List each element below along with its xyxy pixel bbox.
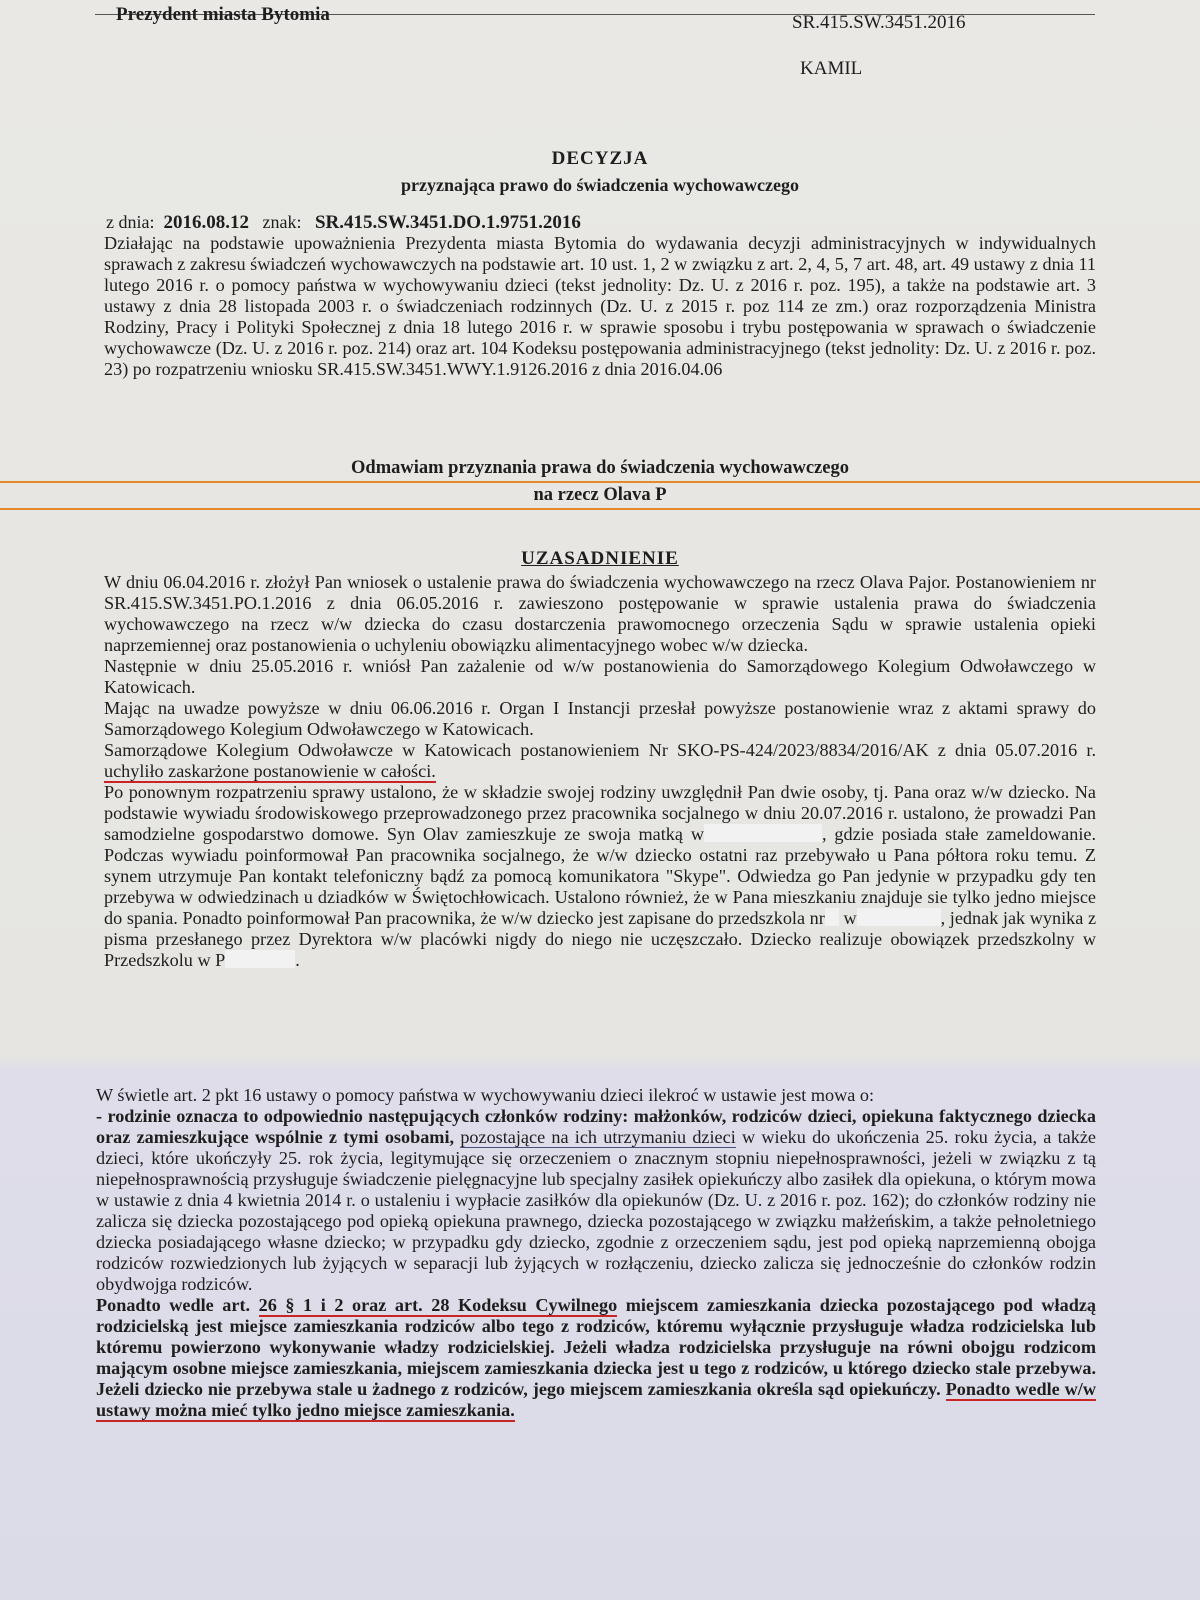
justification-paragraph-5 xyxy=(104,782,1096,971)
issuer-name: Prezydent miasta Bytomia xyxy=(116,4,330,25)
family-definition-rest: w wieku do ukończenia 25. roku życia, a także dzieci, które ukończyły 25. rok życia, legitymujące się orzeczeniem o znacznym stopniu niepełnosprawności, jeżeli w związku z tą niepełnosprawnością przysługuje świadczenie pielęgnacyjne lub specjalny zasiłek opiekuńczy albo zasiłek dla opiekuna, o którym mowa w ustawie z dnia 4 kwietnia 2014 r. o ustaleniu i wypłacie zasiłków dla opiekunów (Dz. U. z 2016 r. poz. 162); do członków rodziny nie zalicza się dziecka pozostającego pod opieką opiekuna prawnego, dziecka pozostającego w związku małżeńskim, a także pełnoletniego dziecka posiadającego własne dziecko; w przypadku gdy dziecko, zgodnie z orzeczeniem sądu, jest pod opieką naprzemienną obojga rodziców rozwiedzionych lub żyjących w separacji lub żyjących w rozłączeniu, dziecko zalicza się jednocześnie do członków rodzin obydwojga rodziców. xyxy=(96,1127,1096,1294)
date-label: z dnia: xyxy=(106,212,155,232)
decision-line-1: Odmawiam przyznania prawa do świadczenia wychowawczego xyxy=(0,456,1200,483)
legal-basis-paragraph: Działając na podstawie upoważnienia Prezydenta miasta Bytomia do wydawania decyzji administracyjnych w indywidualnych sprawach z zakresu świadczeń wychowawczych na podstawie art. 10 ust. 1, 2 w związku z art. 2, 4, 5, 7 art. 48, art. 49 ustawy z dnia 11 lutego 2016 r. o pomocy państwa w wychowywaniu dzieci (tekst jednolity: Dz. U. z 2016 r. poz. 195), a także na podstawie art. 3 ustawy z dnia 28 listopada 2003 r. o świadczeniach rodzinnych (Dz. U. z 2015 r. poz 114 ze zm.) oraz rozporządzenia Ministra Rodziny, Pracy i Polityki Społecznej z dnia 18 lutego 2016 r. w sprawie sposobu i trybu postępowania w sprawach o świadczenie wychowawcze (Dz. U. z 2016 r. poz. 214) oraz art. 104 Kodeksu postępowania administracyjnego (tekst jednolity: Dz. U. z 2016 r. poz. 23) po rozpatrzeniu wniosku SR.415.SW.3451.WWY.1.9126.2016 z dnia 2016.04.06 xyxy=(104,233,1096,379)
redacted-kindergarten-city xyxy=(225,950,295,968)
justification-body xyxy=(104,572,1096,971)
sko-ruling-text: Samorządowe Kolegium Odwoławcze w Katowicach postanowieniem Nr SKO-PS-424/2023/8834/2016/AK z dnia 05.07.2016 r. xyxy=(104,740,1096,760)
decision-line-2: na rzecz Olava P xyxy=(0,483,1200,510)
decision-statement xyxy=(0,456,1200,510)
sko-ruling-highlight: uchyliło zaskarżone postanowienie w całości. xyxy=(104,761,436,781)
document-title: DECYZJA xyxy=(551,148,649,169)
date-and-sign-line xyxy=(106,212,581,234)
interview-text-4: , jednak jak wynika z pisma przesłanego przez Dyrektora w/w placówki nigdy do niego nie uczęszczało. Dziecko realizuje obowiązek przedszkolny w Przedszkolu w P xyxy=(104,908,1097,970)
sign-label: znak: xyxy=(262,212,302,232)
civil-code-articles: 26 § 1 i 2 oraz art. 28 Kodeksu Cywilnego xyxy=(258,1295,618,1315)
interview-text-3: w xyxy=(843,908,857,928)
person-name: KAMIL xyxy=(800,58,863,79)
case-number: SR.415.SW.3451.2016 xyxy=(792,12,966,33)
interview-text-1: Po ponownym rozpatrzeniu sprawy ustalono, że w składzie swojej rodziny uwzględnił Pan dwie osoby, tj. Pana oraz w/w dziecko. Na podstawie wywiadu środowiskowego przeprowadzonego przez pracownika socjalnego w dniu 20.07.2016 r. ustalono, że prowadzi Pan samodzielne gospodarstwo domowe. Syn Olav zamieszkuje ze swoja matką w xyxy=(104,782,1096,844)
interview-text-5: . xyxy=(295,950,300,970)
civil-code-intro: Ponadto wedle art. xyxy=(96,1295,259,1315)
justification-title: UZASADNIENIE xyxy=(521,548,679,569)
civil-code-paragraph xyxy=(96,1295,1096,1421)
redacted-school-number xyxy=(825,908,839,926)
justification-paragraph-2: Następnie w dniu 25.05.2016 r. wniósł Pan zażalenie od w/w postanowienia do Samorządowego Kolegium Odwoławczego w Katowicach. xyxy=(104,656,1096,697)
justification-paragraph-3: Mając na uwadze powyższe w dniu 06.06.2016 r. Organ I Instancji przesłał powyższe postanowienie wraz z aktami sprawy do Samorządowego Kolegium Odwoławczego w Katowicach. xyxy=(104,698,1096,739)
single-residence-highlight: Ponadto wedle w/w ustawy można mieć tylko jedno miejsce zamieszkania. xyxy=(96,1379,1096,1420)
law-intro: W świetle art. 2 pkt 16 ustawy o pomocy państwa w wychowywaniu dzieci ilekroć w ustawie jest mowa o: xyxy=(96,1085,875,1105)
justification-paragraph-1: W dniu 06.04.2016 r. złożył Pan wniosek o ustalenie prawa do świadczenia wychowawczego na rzecz Olava Pajor. Postanowieniem nr SR.415.SW.3451.PO.1.2016 z dnia 06.05.2016 r. zawieszono postępowanie w sprawie ustalenia prawa do świadczenia wychowawczego na rzecz w/w dziecka do czasu dostarczenia prawomocnego orzeczenia Sądu w sprawie ustalenia opieki naprzemiennej oraz postanowienia o uchyleniu obowiązku alimentacyjnego wobec w/w dziecka. xyxy=(104,572,1096,655)
justification-paragraph-4 xyxy=(104,740,1096,782)
decision-date: 2016.08.12 xyxy=(163,212,249,233)
redacted-school-city xyxy=(857,908,941,926)
legal-reasoning xyxy=(96,1085,1096,1421)
redacted-city xyxy=(704,824,822,842)
family-definition-bold: - rodzinie oznacza to odpowiednio następujących członków rodziny: małżonków, rodziców dzieci, opiekuna faktycznego dziecka oraz zamieszkujące wspólnie z tymi osobami, xyxy=(96,1106,1096,1147)
family-definition-underlined: pozostające na ich utrzymaniu dzieci xyxy=(460,1127,736,1147)
family-definition xyxy=(96,1106,1096,1295)
document-subtitle: przyznająca prawo do świadczenia wychowawczego xyxy=(401,175,799,195)
interview-text-2: , gdzie posiada stałe zameldowanie. Podczas wywiadu poinformował Pan pracownika socjalnego, że w/w dziecko ostatni raz przebywało u Pana półtora roku temu. Z synem utrzymuje Pan kontakt telefoniczny bądź za pomocą komunikatora "Skype". Odwiedza go Pan jedynie w przypadku gdy ten przebywa w odwiedzinach u dziadków w Świętochłowicach. Ustalono również, że w Pana mieszkaniu znajduje sie tylko jedno miejsce do spania. Ponadto poinformował Pan pracownika, że w/w dziecko jest zapisane do przedszkola nr xyxy=(104,824,1096,928)
civil-code-text: miejscem zamieszkania dziecka pozostającego pod władzą rodzicielską jest miejsce zamieszkania rodziców albo tego z rodziców, któremu wyłącznie przysługuje władza rodzicielska lub któremu powierzono wykonywanie władzy rodzicielskiej. Jeżeli władza rodzicielska przysługuje na równi obojgu rodzicom mającym osobne miejsce zamieszkania, miejscem zamieszkania dziecka jest u tego z rodziców, u którego dziecko stale przebywa. Jeżeli dziecko nie przebywa stale u żadnego z rodziców, jego miejscem zamieszkania określa sąd opiekuńczy. xyxy=(96,1295,1096,1399)
decision-sign: SR.415.SW.3451.DO.1.9751.2016 xyxy=(314,212,581,233)
